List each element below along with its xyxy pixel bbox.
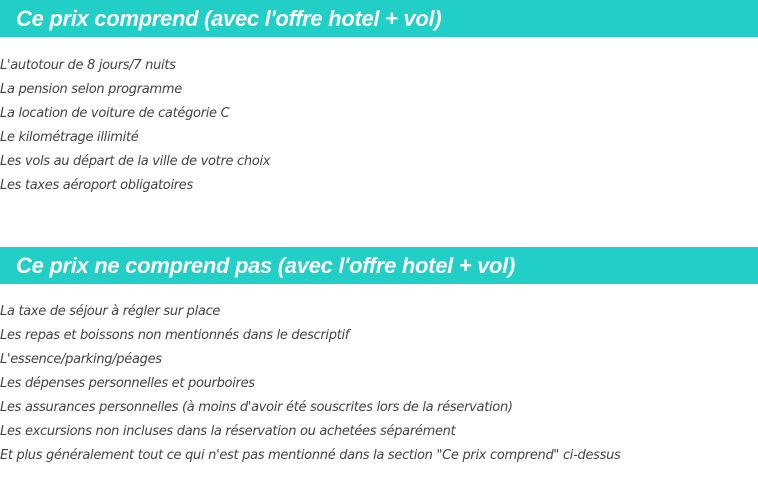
- list-item: Le kilométrage illimité: [0, 130, 139, 145]
- price-includes-title: Ce prix comprend (avec l'offre hotel + vol): [16, 6, 442, 31]
- price-includes-section: [0, 0, 758, 198]
- list-item: La location de voiture de catégorie C: [0, 106, 230, 121]
- list-item: La taxe de séjour à régler sur place: [0, 304, 221, 319]
- list-item: L'essence/parking/péages: [0, 352, 162, 367]
- list-item: La pension selon programme: [0, 82, 182, 97]
- price-excludes-list: [0, 284, 758, 468]
- price-excludes-banner: [0, 247, 758, 284]
- list-item: Les assurances personnelles (à moins d'avoir été souscrites lors de la réservation): [0, 400, 513, 415]
- list-item: Et plus généralement tout ce qui n'est pas mentionné dans la section "Ce prix comprend" ci-dessus: [0, 448, 621, 463]
- price-excludes-section: [0, 247, 758, 468]
- list-item: Les dépenses personnelles et pourboires: [0, 376, 255, 391]
- price-excludes-title: Ce prix ne comprend pas (avec l'offre hotel + vol): [16, 253, 516, 278]
- list-item: Les taxes aéroport obligatoires: [0, 178, 193, 193]
- price-includes-list: [0, 37, 758, 198]
- list-item: Les excursions non incluses dans la réservation ou achetées séparément: [0, 424, 456, 439]
- list-item: Les repas et boissons non mentionnés dans le descriptif: [0, 328, 350, 343]
- price-includes-banner: [0, 0, 758, 37]
- list-item: L'autotour de 8 jours/7 nuits: [0, 58, 176, 73]
- list-item: Les vols au départ de la ville de votre choix: [0, 154, 271, 169]
